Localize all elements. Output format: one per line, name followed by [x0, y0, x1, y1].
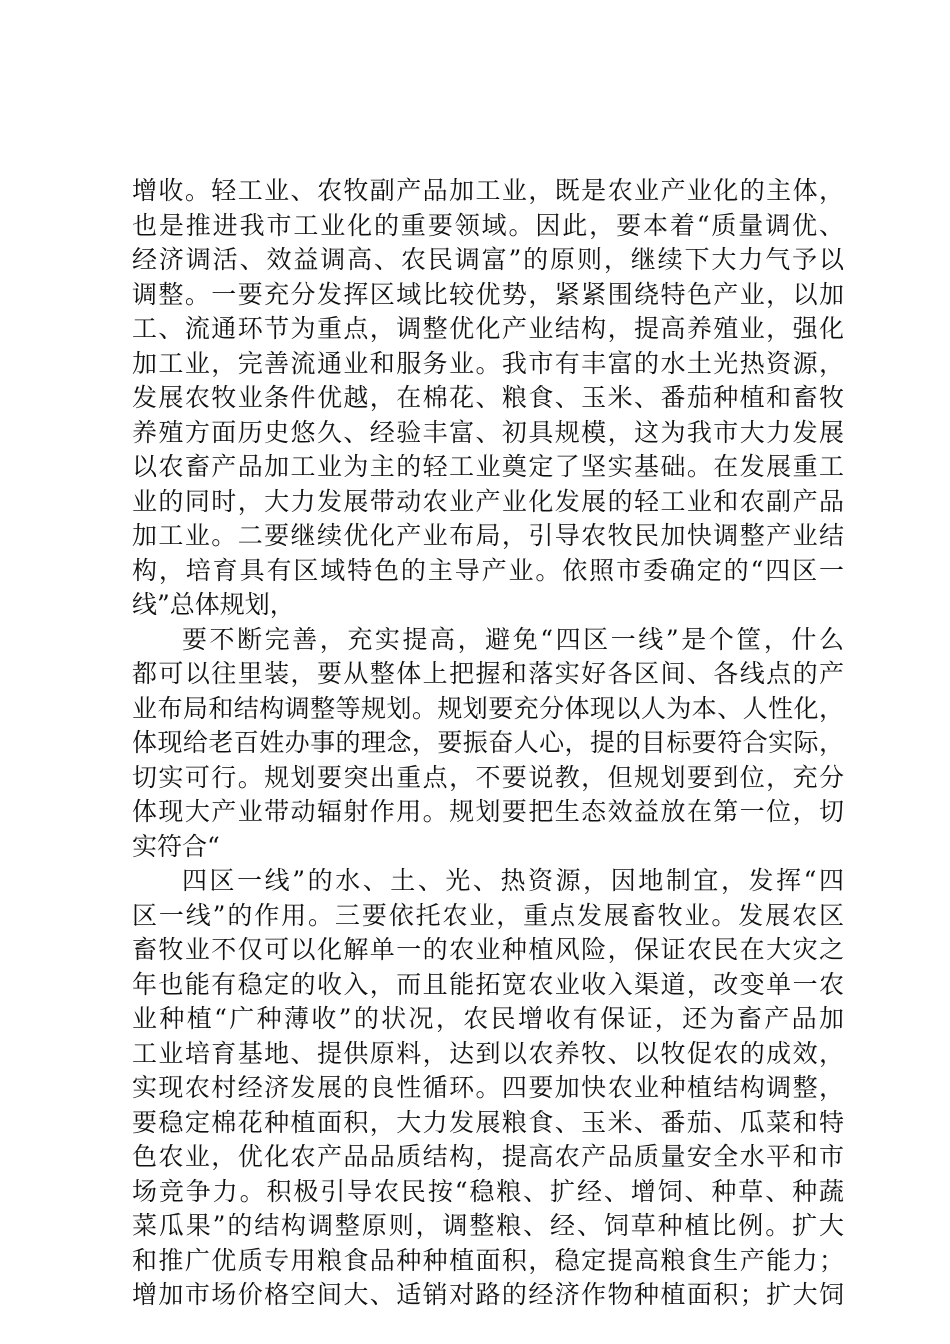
text-line: 实现农村经济发展的良性循环。四要加快农业种植结构调整， — [132, 1073, 844, 1102]
text-line: 区一线”的作用。三要依托农业，重点发展畜牧业。发展农区 — [132, 900, 844, 930]
text-line: 业布局和结构调整等规划。规划要充分体现以人为本、人性化， — [132, 693, 844, 723]
text-line: 经济调活、效益调高、农民调富”的原则，继续下大力气予以 — [132, 245, 844, 274]
text-line: 要稳定棉花种植面积，大力发展粮食、玉米、番茄、瓜菜和特 — [132, 1107, 844, 1137]
text-line: 业种植“广种薄收”的状况，农民增收有保证，还为畜产品加 — [132, 1004, 844, 1033]
text-line: 体现给老百姓办事的理念，要振奋人心，提的目标要符合实际， — [132, 728, 844, 757]
text-line: 色农业，优化农产品品质结构，提高农产品质量安全水平和市 — [132, 1142, 844, 1171]
body-text — [132, 174, 844, 1313]
text-line: 工业培育基地、提供原料，达到以农养牧、以牧促农的成效， — [132, 1038, 844, 1068]
text-line: 业的同时，大力发展带动农业产业化发展的轻工业和农副产品 — [132, 486, 844, 516]
text-line: 增收。轻工业、农牧副产品加工业，既是农业产业化的主体， — [132, 176, 844, 205]
text-line: 四区一线”的水、土、光、热资源，因地制宜，发挥“四 — [182, 866, 844, 895]
text-line: 加工业，完善流通业和服务业。我市有丰富的水土光热资源， — [132, 348, 844, 378]
text-line: 实符合“ — [132, 831, 220, 861]
text-line: 构，培育具有区域特色的主导产业。依照市委确定的“四区一 — [132, 555, 844, 585]
text-line: 发展农牧业条件优越，在棉花、粮食、玉米、番茄种植和畜牧 — [132, 383, 844, 412]
text-line: 也是推进我市工业化的重要领域。因此，要本着“质量调优、 — [132, 210, 844, 240]
text-line: 体现大产业带动辐射作用。规划要把生态效益放在第一位，切 — [132, 797, 844, 826]
text-line: 都可以往里装，要从整体上把握和落实好各区间、各线点的产 — [132, 659, 844, 688]
text-line: 增加市场价格空间大、适销对路的经济作物种植面积；扩大饲 — [132, 1280, 844, 1309]
text-line: 畜牧业不仅可以化解单一的农业种植风险，保证农民在大灾之 — [132, 935, 844, 964]
text-line: 要不断完善，充实提高，避免“四区一线”是个筐，什么 — [182, 624, 844, 654]
text-line: 切实可行。规划要突出重点，不要说教，但规划要到位，充分 — [132, 762, 844, 792]
text-line: 菜瓜果”的结构调整原则，调整粮、经、饲草种植比例。扩大 — [132, 1211, 844, 1240]
text-line: 线”总体规划， — [132, 590, 295, 619]
text-line: 和推广优质专用粮食品种种植面积，稳定提高粮食生产能力； — [132, 1245, 844, 1275]
text-line: 工、流通环节为重点，调整优化产业结构，提高养殖业，强化 — [132, 314, 844, 343]
text-line: 养殖方面历史悠久、经验丰富、初具规模，这为我市大力发展 — [132, 417, 844, 447]
text-line: 场竞争力。积极引导农民按“稳粮、扩经、增饲、种草、种蔬 — [132, 1176, 844, 1206]
text-line: 年也能有稳定的收入，而且能拓宽农业收入渠道，改变单一农 — [132, 969, 844, 999]
text-line: 以农畜产品加工业为主的轻工业奠定了坚实基础。在发展重工 — [132, 452, 844, 481]
text-line: 加工业。二要继续优化产业布局，引导农牧民加快调整产业结 — [132, 521, 844, 550]
text-line: 调整。一要充分发挥区域比较优势，紧紧围绕特色产业，以加 — [132, 279, 844, 309]
